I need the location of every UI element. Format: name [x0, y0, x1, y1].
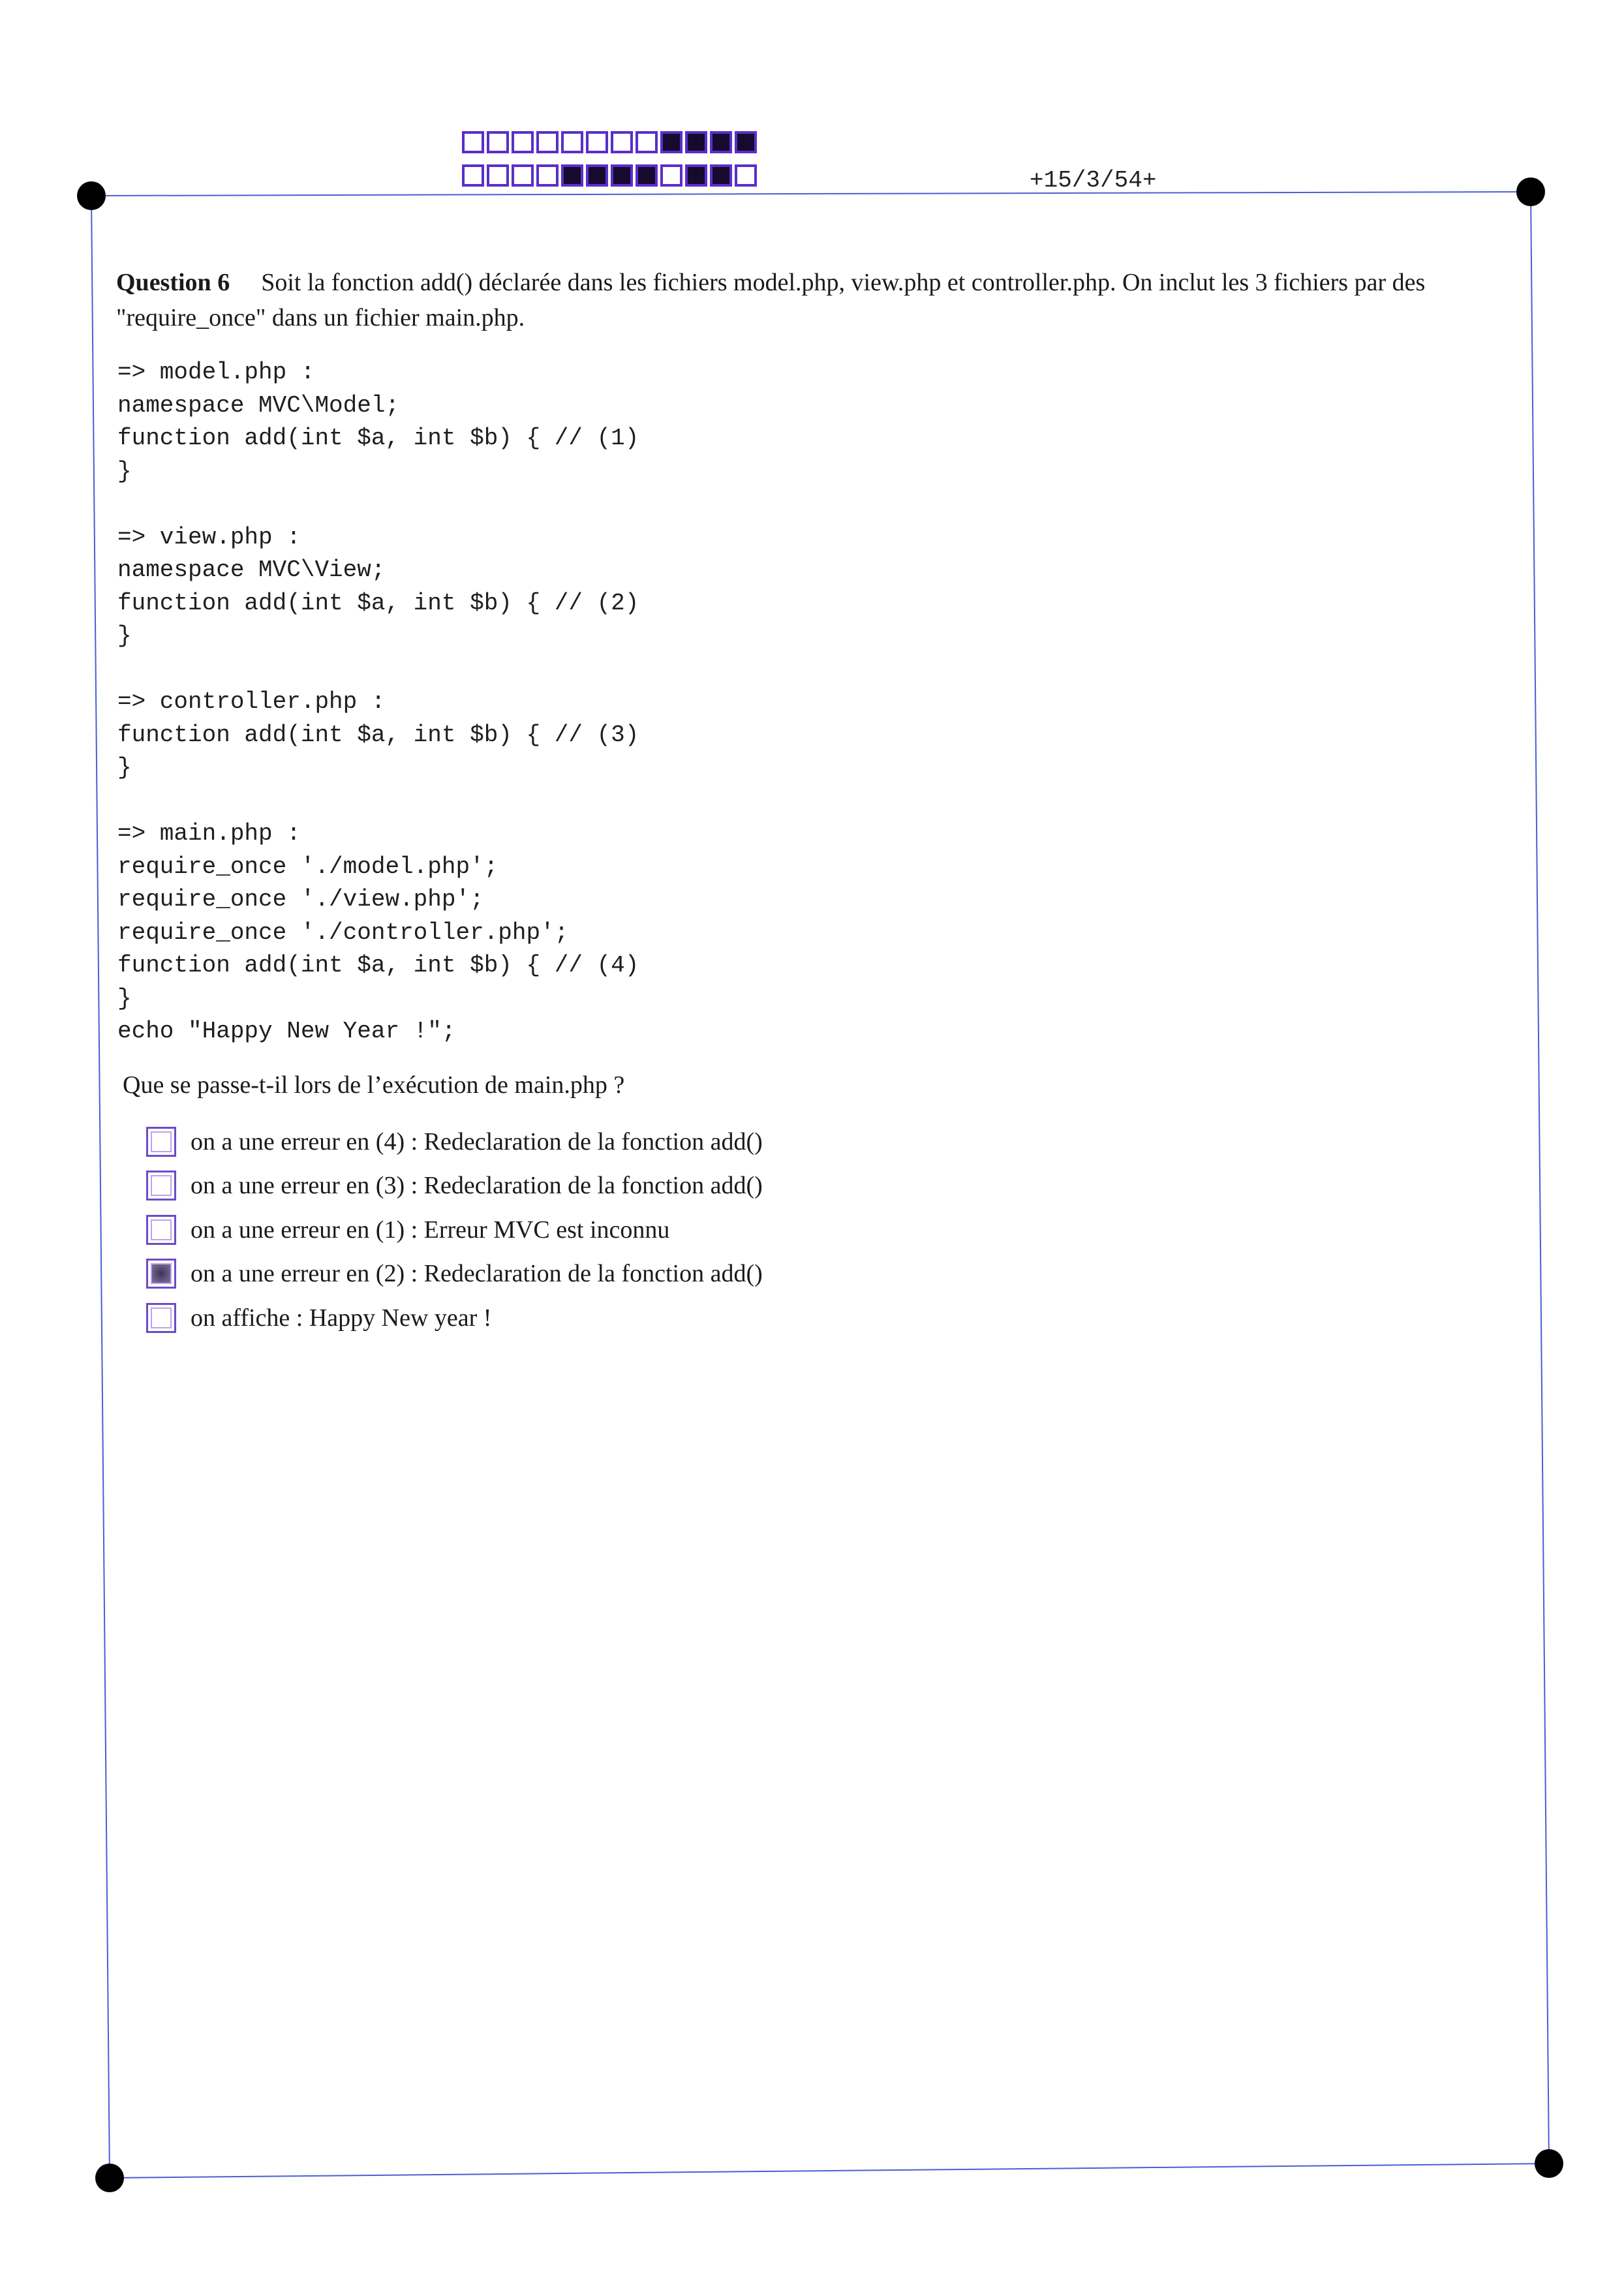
barcode-row-2	[462, 164, 759, 187]
answer-option-1	[146, 1120, 763, 1164]
barcode-cell	[636, 131, 658, 153]
answer-checkbox-1[interactable]	[146, 1127, 176, 1157]
barcode-cell	[536, 164, 559, 187]
answer-checkbox-3[interactable]	[146, 1215, 176, 1245]
barcode-cell	[586, 164, 608, 187]
barcode-cell	[561, 131, 583, 153]
barcode-cell	[636, 164, 658, 187]
barcode-cell	[611, 131, 633, 153]
answer-text-2: on a une erreur en (3) : Redeclaration de la fonction add()	[191, 1172, 763, 1200]
barcode-cell	[660, 131, 682, 153]
barcode-cell	[487, 164, 509, 187]
corner-mark-bottom-right	[1535, 2149, 1563, 2178]
code-listing: => model.php : namespace MVC\Model; function add(int $a, int $b) { // (1) } => view.php : namespace MVC\View; function add(int $a, int $b) { // (2) } => controller.php : function add(int $a, int $b) { // (3) } => main.php : require_once './model.php'; require_once './view.php'; require_once './controller.php'; function add(int $a, int $b) { // (4) } echo "Happy New Year !";	[117, 359, 639, 1045]
barcode-cell	[660, 164, 682, 187]
frame-left-line	[91, 196, 110, 2178]
barcode-cell	[462, 131, 484, 153]
answer-option-4	[146, 1252, 763, 1296]
barcode-cell	[536, 131, 559, 153]
answer-text-3: on a une erreur en (1) : Erreur MVC est inconnu	[191, 1216, 670, 1244]
answer-list	[146, 1120, 763, 1340]
corner-mark-top-right	[1516, 177, 1545, 206]
answer-text-5: on affiche : Happy New year !	[191, 1304, 492, 1332]
barcode-row-1	[462, 131, 759, 153]
barcode-cell	[710, 131, 732, 153]
answer-text-4: on a une erreur en (2) : Redeclaration de la fonction add()	[191, 1260, 763, 1288]
barcode-cell	[685, 131, 707, 153]
barcode-cell	[462, 164, 484, 187]
frame-top-line	[91, 192, 1531, 196]
question-text: Soit la fonction add() déclarée dans les fichiers model.php, view.php et controller.php. On inclut les 3 fichiers par des "require_once" dans un fichier main.php.	[116, 269, 1426, 331]
barcode-cell	[561, 164, 583, 187]
answer-option-3	[146, 1208, 763, 1252]
barcode-cell	[586, 131, 608, 153]
barcode-cell	[685, 164, 707, 187]
barcode-cell	[487, 131, 509, 153]
question-label: Question 6	[116, 269, 230, 296]
answer-checkbox-2[interactable]	[146, 1171, 176, 1201]
barcode-cell	[512, 131, 534, 153]
barcode-cell	[512, 164, 534, 187]
answer-text-1: on a une erreur en (4) : Redeclaration de la fonction add()	[191, 1127, 763, 1156]
answer-option-5	[146, 1296, 763, 1340]
answer-checkbox-4[interactable]	[146, 1259, 176, 1289]
barcode-cell	[735, 131, 757, 153]
corner-mark-top-left	[77, 181, 106, 210]
answer-option-2	[146, 1164, 763, 1208]
frame-bottom-line	[110, 2164, 1549, 2178]
frame-right-line	[1531, 192, 1549, 2164]
question-statement	[116, 265, 1519, 335]
barcode-cell	[735, 164, 757, 187]
barcode-cell	[611, 164, 633, 187]
barcode-cell	[710, 164, 732, 187]
answer-checkbox-5[interactable]	[146, 1303, 176, 1333]
question-prompt: Que se passe-t-il lors de l’exécution de main.php ?	[123, 1071, 625, 1099]
page-identifier: +15/3/54+	[1030, 167, 1157, 194]
corner-mark-bottom-left	[95, 2164, 124, 2192]
